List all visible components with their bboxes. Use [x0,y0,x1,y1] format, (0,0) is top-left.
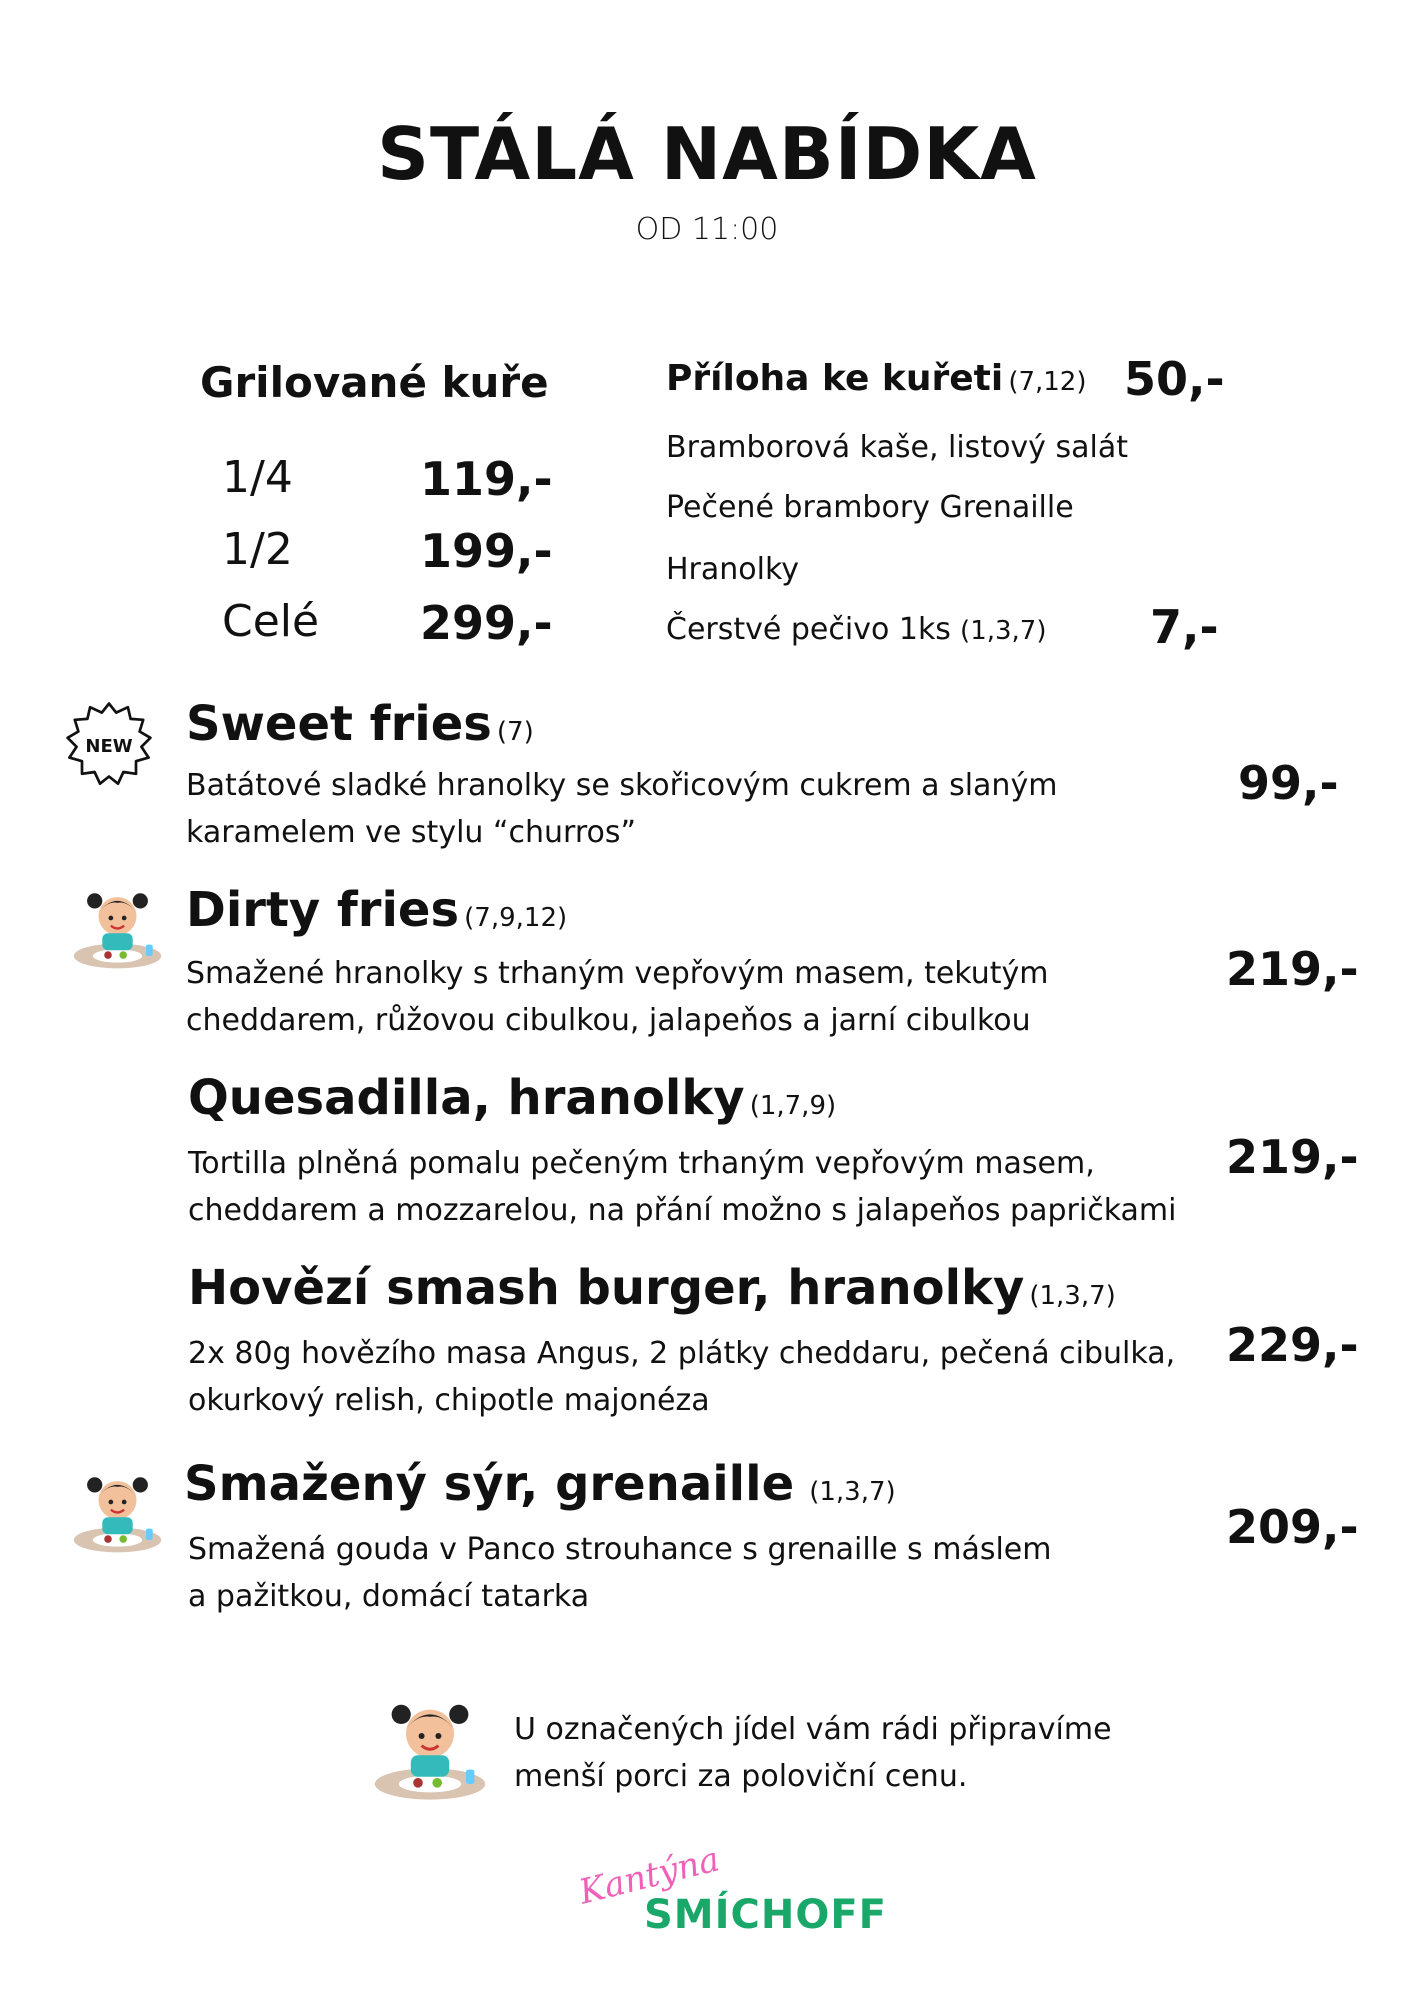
bread-allergens: (1,3,7) [960,616,1047,646]
bread-item [666,612,1047,647]
dish-allergens: (7) [496,717,534,747]
note-line: U označených jídel vám rádi připravíme [514,1712,1112,1747]
dish-desc-line: Tortilla plněná pomalu pečeným trhaným vepřovým masem, [188,1146,1095,1181]
side-item: Hranolky [666,552,800,587]
bread-label: Čerstvé pečivo 1ks [666,612,951,647]
dish-desc-line: cheddarem, růžovou cibulkou, jalapeňos a jarní cibulkou [186,1003,1031,1038]
dish-desc-line: a pažitkou, domácí tatarka [188,1579,590,1614]
dish-name: Quesadilla, hranolky [188,1070,745,1126]
dish-name: Dirty fries [186,882,460,938]
chicken-row-price: 119,- [420,452,553,506]
dish-heading [184,1456,896,1512]
side-title: Příloha ke kuřeti [666,358,1004,399]
chicken-title: Grilované kuře [200,358,549,407]
dish-description [188,1526,1051,1620]
dish-description [186,950,1049,1044]
dish-desc-line: Batátové sladké hranolky se skořicovým cukrem a slaným [186,768,1058,803]
side-allergens: (7,12) [1008,367,1087,397]
dish-name: Smažený sýr, grenaille [184,1456,795,1512]
dish-heading [188,1260,1116,1316]
side-item: Pečené brambory Grenaille [666,490,1074,525]
dish-name: Sweet fries [186,696,492,752]
chicken-row-label: Celé [222,596,320,647]
dish-description [188,1140,1176,1234]
dish-allergens: (1,7,9) [749,1091,837,1121]
side-heading [666,358,1087,399]
new-badge-text: NEW [85,736,133,758]
kid-portion-icon [70,1464,165,1559]
dish-name: Hovězí smash burger, hranolky [188,1260,1025,1316]
side-item: Bramborová kaše, listový salát [666,430,1128,465]
dish-heading [186,882,567,938]
dish-desc-line: okurkový relish, chipotle majonéza [188,1383,710,1418]
dish-heading [188,1070,836,1126]
dish-price: 229,- [1226,1318,1359,1372]
chicken-row-price: 299,- [420,596,553,650]
kid-portion-icon [370,1688,490,1808]
chicken-row-label: 1/2 [222,524,293,575]
page-subtitle: OD 11:00 [635,212,779,247]
dish-allergens: (7,9,12) [464,903,568,933]
dish-price: 209,- [1226,1500,1359,1554]
dish-price: 219,- [1226,1130,1359,1184]
chicken-row-label: 1/4 [222,452,293,503]
new-badge-icon [64,700,154,790]
dish-description [188,1330,1175,1424]
chicken-row-price: 199,- [420,524,553,578]
dish-allergens: (1,3,7) [809,1477,896,1507]
dish-desc-line: karamelem ve stylu “churros” [186,815,637,850]
dish-price: 99,- [1238,756,1339,810]
half-portion-note [514,1706,1112,1800]
dish-desc-line: Smažené hranolky s trhaným vepřovým masem, tekutým [186,956,1049,991]
side-price: 50,- [1124,352,1225,406]
dish-price: 219,- [1226,942,1359,996]
dish-desc-line: cheddarem a mozzarelou, na přání možno s jalapeňos papričkami [188,1193,1177,1228]
page-title: STÁLÁ NABÍDKA [377,112,1037,196]
bread-price: 7,- [1150,600,1219,654]
dish-heading [186,696,534,752]
note-line: menší porci za poloviční cenu. [514,1759,968,1794]
dish-desc-line: 2x 80g hovězího masa Angus, 2 plátky cheddaru, pečená cibulka, [188,1336,1176,1371]
dish-allergens: (1,3,7) [1029,1281,1116,1311]
logo-main-text: SMÍCHOFF [644,1892,887,1938]
brand-logo [572,1839,887,1958]
dish-description [186,762,1057,856]
logo-script-text: Kantýna [575,1839,724,1913]
dish-desc-line: Smažená gouda v Panco strouhance s grenaille s máslem [188,1532,1052,1567]
kid-portion-icon [70,880,165,975]
